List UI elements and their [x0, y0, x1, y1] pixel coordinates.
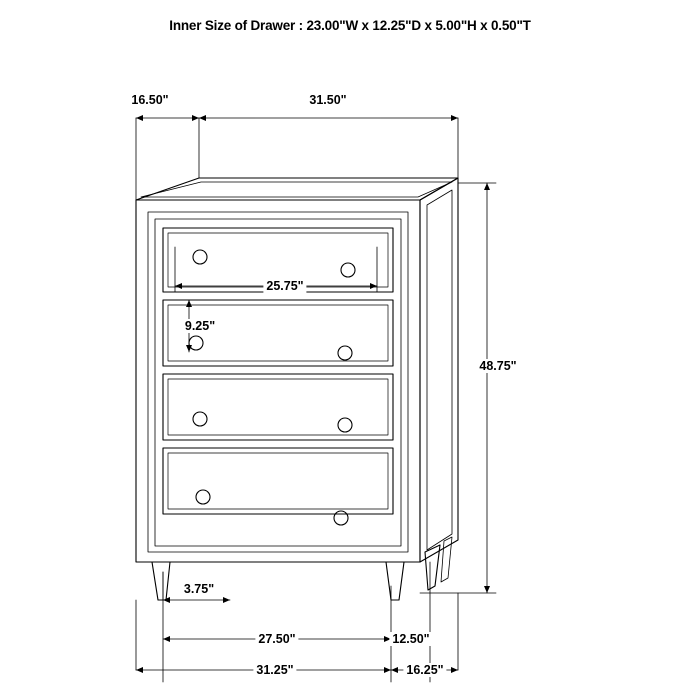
- dim-depth-top: 16.50": [128, 93, 171, 107]
- dim-total-width: 31.25": [253, 663, 296, 677]
- dim-width-top: 31.50": [306, 93, 349, 107]
- dim-total-depth: 16.25": [403, 663, 446, 677]
- dim-leg-height: 3.75": [181, 582, 217, 596]
- dim-total-height: 48.75": [476, 359, 519, 373]
- dim-drawer-height: 9.25": [182, 319, 218, 333]
- dim-leg-span-front: 27.50": [255, 632, 298, 646]
- dim-drawer-width: 25.75": [263, 279, 306, 293]
- dim-leg-span-side: 12.50": [389, 632, 432, 646]
- page-title: Inner Size of Drawer : 23.00"W x 12.25"D x 5.00"H x 0.50"T: [169, 18, 531, 33]
